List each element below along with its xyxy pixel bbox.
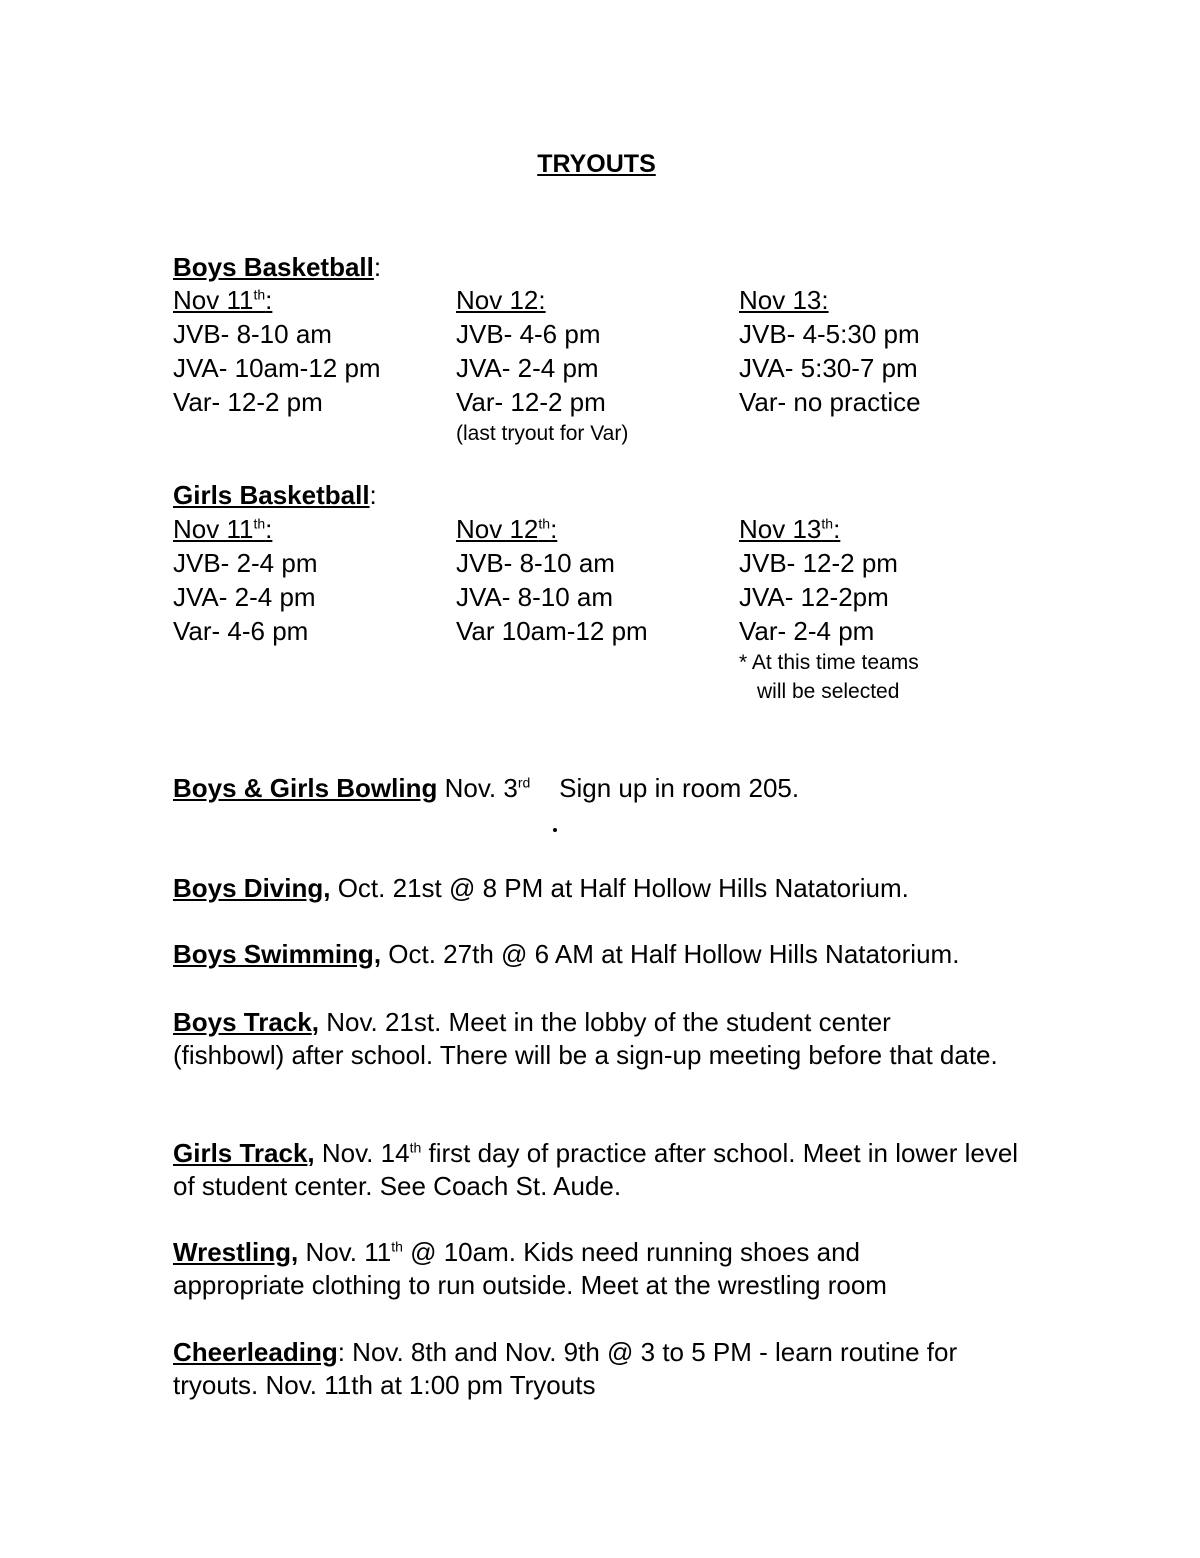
day-date: Nov 12th: — [456, 514, 558, 544]
cheerleading-entry: Cheerleading: Nov. 8th and Nov. 9th @ 3 to 5 PM - learn routine for tryouts. Nov. 11th at 1:00 pm Tryouts — [173, 1337, 958, 1400]
schedule-line: Var- 4-6 pm — [173, 616, 309, 646]
schedule-line: JVB- 8-10 am — [173, 319, 332, 349]
schedule-line: JVB- 12-2 pm — [739, 548, 898, 578]
bowling-label: Boys & Girls Bowling — [173, 773, 438, 803]
diving-entry: Boys Diving, Oct. 21st @ 8 PM at Half Hollow Hills Natatorium. — [173, 873, 909, 903]
schedule-line: JVA- 2-4 pm — [173, 582, 316, 612]
boys-track-entry: Boys Track, Nov. 21st. Meet in the lobby of the student center (fishbowl) after school. There will be a sign-up meeting before that date. — [173, 1007, 998, 1070]
girls-track-label: Girls Track — [173, 1138, 308, 1168]
day-date: Nov 13th: — [739, 514, 841, 544]
schedule-line: JVA- 12-2pm — [739, 582, 889, 612]
page-title: TRYOUTS — [537, 150, 656, 178]
day-date: Nov 12: — [456, 285, 546, 315]
schedule-line: Var- 2-4 pm — [739, 616, 875, 646]
boys-basketball-day-2 — [456, 283, 736, 448]
cheerleading-label: Cheerleading — [173, 1337, 338, 1367]
schedule-line: JVB- 2-4 pm — [173, 548, 318, 578]
girls-basketball-day-1 — [173, 512, 453, 648]
girls-track-entry: Girls Track, Nov. 14th first day of practice after school. Meet in lower level of student center. See Coach St. Aude. — [173, 1138, 1019, 1201]
schedule-note: (last tryout for Var) — [456, 422, 629, 445]
wrestling-entry: Wrestling, Nov. 11th @ 10am. Kids need running shoes and appropriate clothing to run outside. Meet at the wrestling room — [173, 1237, 887, 1300]
schedule-line: Var- no practice — [739, 387, 921, 417]
swimming-label: Boys Swimming — [173, 939, 374, 969]
day-date: Nov 11th: — [173, 514, 273, 544]
schedule-line: JVA- 2-4 pm — [456, 353, 599, 383]
schedule-line: JVA- 5:30-7 pm — [739, 353, 918, 383]
stray-dot — [553, 828, 557, 832]
boys-track-label: Boys Track — [173, 1007, 312, 1037]
girls-basketball-day-3 — [739, 512, 1019, 706]
schedule-line: JVB- 4-5:30 pm — [739, 319, 920, 349]
schedule-line: Var- 12-2 pm — [173, 387, 323, 417]
diving-label: Boys Diving — [173, 873, 324, 903]
girls-basketball-heading: Girls Basketball: — [173, 480, 377, 510]
swimming-entry: Boys Swimming, Oct. 27th @ 6 AM at Half Hollow Hills Natatorium. — [173, 939, 960, 969]
bowling-entry: Boys & Girls Bowling Nov. 3rd Sign up in room 205. — [173, 773, 800, 803]
wrestling-label: Wrestling — [173, 1237, 291, 1267]
schedule-note: * At this time teams — [739, 651, 919, 674]
boys-basketball-day-3 — [739, 283, 1019, 419]
girls-basketball-day-2 — [456, 512, 736, 648]
day-date: Nov 13: — [739, 285, 829, 315]
schedule-line: JVA- 10am-12 pm — [173, 353, 381, 383]
boys-basketball-heading: Boys Basketball: — [173, 252, 382, 282]
schedule-line: JVA- 8-10 am — [456, 582, 614, 612]
schedule-note: will be selected — [757, 680, 900, 703]
schedule-line: Var 10am-12 pm — [456, 616, 648, 646]
schedule-line: JVB- 4-6 pm — [456, 319, 601, 349]
boys-basketball-day-1 — [173, 283, 453, 419]
day-date: Nov 11th: — [173, 285, 273, 315]
schedule-line: Var- 12-2 pm — [456, 387, 606, 417]
schedule-line: JVB- 8-10 am — [456, 548, 615, 578]
